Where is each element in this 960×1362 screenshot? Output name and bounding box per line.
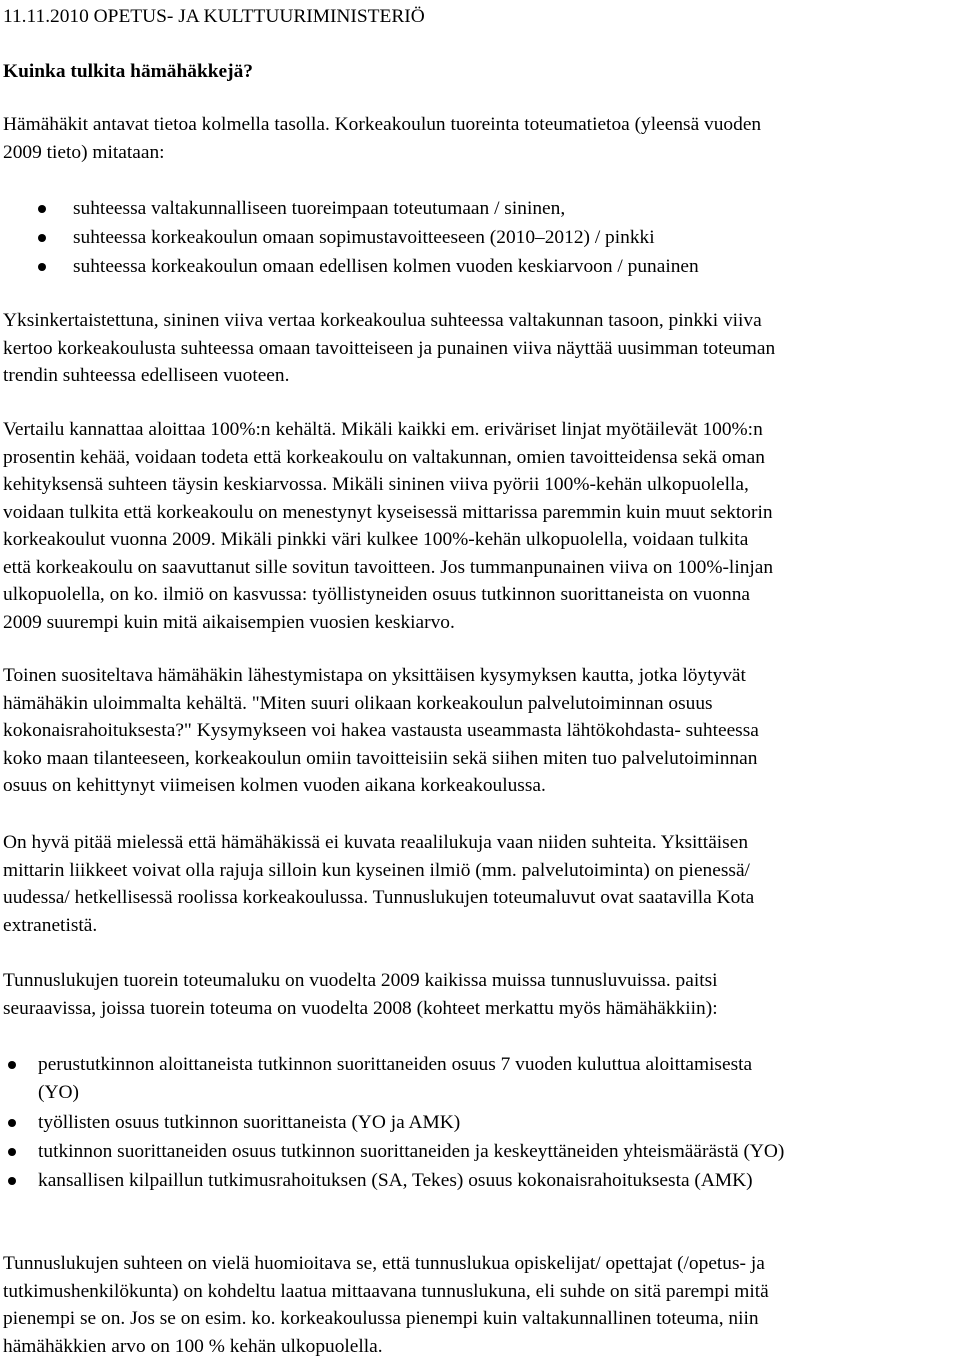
paragraph-line: Vertailu kannattaa aloittaa 100%:n kehältä. Mikäli kaikki em. eriväriset linjat myötäilevät 100%:n: [3, 419, 763, 440]
list-item-text: suhteessa valtakunnalliseen tuoreimpaan toteutumaan / sininen,: [73, 198, 566, 219]
paragraph-line: seuraavissa, joissa tuorein toteuma on vuodelta 2008 (kohteet merkattu myös hämähäkkiin):: [3, 997, 718, 1019]
paragraph-line: Toinen suositeltava hämähäkin lähestymistapa on yksittäisen kysymyksen kautta, jotka löytyvät: [3, 665, 746, 686]
bullet-icon: [8, 1177, 16, 1185]
paragraph-line: On hyvä pitää mielessä että hämähäkissä ei kuvata reaalilukuja vaan niiden suhteita. Yksittäisen: [3, 832, 749, 853]
comparison-paragraph: [3, 416, 958, 636]
list-item-text: suhteessa korkeakoulun omaan edellisen kolmen vuoden keskiarvoon / punainen: [73, 256, 699, 277]
student-teacher-ratio-paragraph: [3, 1250, 958, 1360]
bullet-icon: [38, 234, 46, 242]
list-item-text: perustutkinnon aloittaneista tutkinnon suorittaneiden osuus 7 vuoden kuluttua aloittamisesta: [38, 1054, 753, 1075]
bullet-icon: [8, 1119, 16, 1127]
bullet-icon: [38, 263, 46, 271]
paragraph-line: extranetistä.: [3, 914, 98, 936]
paragraph-line: kehityksensä suhteen täysin keskiarvossa. Mikäli sininen viiva pyörii 100%-kehän ulkopuolella,: [3, 474, 749, 495]
list-item-text: työllisten osuus tutkinnon suorittaneista (YO ja AMK): [38, 1112, 461, 1133]
paragraph-line: Yksinkertaistettuna, sininen viiva vertaa korkeakoulua suhteessa valtakunnan tasoon, pinkki viiva: [3, 310, 762, 331]
paragraph-line: Tunnuslukujen tuorein toteumaluku on vuodelta 2009 kaikissa muissa tunnusluvuissa. paitsi: [3, 970, 718, 991]
paragraph-line: prosentin kehää, voidaan todeta että korkeakoulu on valtakunnan, omien tavoitteidensa sekä oman: [3, 446, 765, 468]
intro-paragraph: [3, 111, 958, 166]
paragraph-line: 2009 suurempi kuin mitä aikaisempien vuosien keskiarvo.: [3, 611, 455, 633]
summary-paragraph: [3, 307, 958, 390]
paragraph-line: tutkimushenkilökunta) on kohdeltu laatua mittaavana tunnuslukuna, eli suhde on sitä parempi mitä: [3, 1280, 769, 1302]
paragraph-line: korkeakoulut vuonna 2009. Mikäli pinkki väri kulkee 100%-kehän ulkopuolella, voidaan tulkita: [3, 529, 749, 550]
bullet-icon: [8, 1148, 16, 1156]
document-title: Kuinka tulkita hämähäkkejä?: [3, 61, 253, 82]
paragraph-line: että korkeakoulu on saavuttanut sille sovitun tavoitteen. Jos tummanpunainen viiva on 100%-linjan: [3, 556, 774, 578]
paragraph-line: uudessa/ hetkellisessä roolissa korkeakoulussa. Tunnuslukujen toteumaluvut ovat saatavilla Kota: [3, 887, 755, 908]
paragraph-line: kertoo korkeakoulusta suhteessa omaan tavoitteiseen ja punainen viiva näyttää uusimman toteuman: [3, 337, 776, 359]
list-item-text: kansallisen kilpaillun tutkimusrahoituksen (SA, Tekes) osuus kokonaisrahoituksesta (AMK): [38, 1170, 753, 1191]
question-approach-paragraph: [3, 662, 958, 800]
paragraph-line: hämähäkin uloimmalta kehältä. "Miten suuri olikaan korkeakoulun palvelutoiminnan osuus: [3, 692, 713, 714]
paragraph-line: kokonaisrahoituksesta?" Kysymykseen voi hakea vastausta useammasta lähtökohdasta- suhteessa: [3, 720, 759, 741]
paragraph-line: trendin suhteessa edelliseen vuoteen.: [3, 365, 290, 386]
latest-data-paragraph: [3, 967, 958, 1022]
paragraph-line: Tunnuslukujen suhteen on vielä huomioitava se, että tunnuslukua opiskelijat/ opettajat (/opetus- ja: [3, 1253, 765, 1274]
intro-line: 2009 tieto) mitataan:: [3, 141, 165, 163]
paragraph-line: osuus on kehittynyt viimeisen kolmen vuoden aikana korkeakoulussa.: [3, 775, 546, 796]
document-header: 11.11.2010 OPETUS- JA KULTTUURIMINISTERIÖ: [3, 6, 425, 27]
bullet-icon: [38, 205, 46, 213]
intro-line: Hämähäkit antavat tietoa kolmella tasolla. Korkeakoulun tuoreinta toteumatietoa (yleensä vuoden: [3, 114, 762, 135]
list-item-text-continued: (YO): [38, 1082, 79, 1103]
paragraph-line: pienempi se on. Jos se on esim. ko. korkeakoulussa pienempi kuin valtakunnallinen toteuma, niin: [3, 1308, 759, 1329]
ratio-note-paragraph: [3, 829, 958, 939]
list-item-text: suhteessa korkeakoulun omaan sopimustavoitteeseen (2010–2012) / pinkki: [73, 227, 655, 248]
paragraph-line: ulkopuolella, on ko. ilmiö on kasvussa: työllistyneiden osuus tutkinnon suorittaneista on vuonna: [3, 584, 751, 605]
paragraph-line: hämähäkkien arvo on 100 % kehän ulkopuolella.: [3, 1335, 383, 1357]
paragraph-line: koko maan tilanteeseen, korkeakoulun omiin tavoitteisiin sekä siihen miten tuo palvelutoiminnan: [3, 747, 758, 769]
paragraph-line: mittarin liikkeet voivat olla rajuja silloin kun kyseinen ilmiö (mm. palvelutoiminta) on pienessä/: [3, 859, 750, 881]
paragraph-line: voidaan tulkita että korkeakoulu on menestynyt kyseisessä mittarissa paremmin kuin muut sektorin: [3, 501, 773, 523]
list-item-text: tutkinnon suorittaneiden osuus tutkinnon suorittaneiden ja keskeyttäneiden yhteismäärästä (YO): [38, 1141, 785, 1162]
bullet-icon: [8, 1061, 16, 1069]
